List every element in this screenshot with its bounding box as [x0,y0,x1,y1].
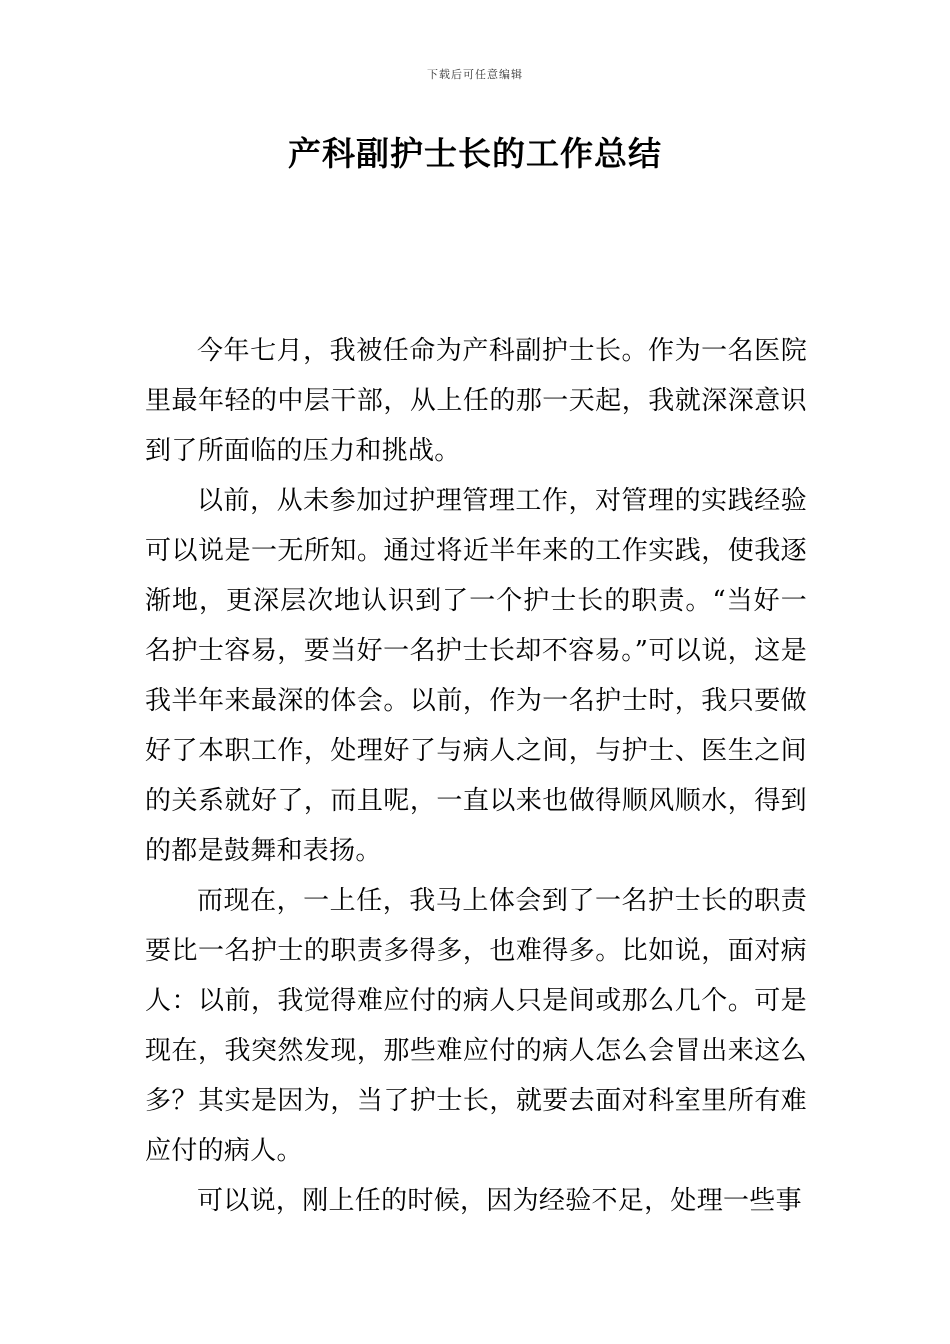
paragraph-2: 以前，从未参加过护理管理工作，对管理的实践经验可以说是一无所知。通过将近半年来的工作实践，使我逐渐地，更深层次地认识到了一个护士长的职责。“当好一名护士容易，要当好一名护士长却不容易。”可以说，这是我半年来最深的体会。以前，作为一名护士时，我只要做好了本职工作，处理好了与病人之间，与护士、医生之间的关系就好了，而且呢，一直以来也做得顺风顺水，得到的都是鼓舞和表扬。 [145,486,807,866]
document-title: 产科副护士长的工作总结 [288,134,662,173]
header-note: 下载后可任意编辑 [427,68,523,81]
document-body [145,326,807,1226]
paragraph-1: 今年七月，我被任命为产科副护士长。作为一名医院里最年轻的中层干部，从上任的那一天起，我就深深意识到了所面临的压力和挑战。 [145,336,807,466]
paragraph-3: 而现在，一上任，我马上体会到了一名护士长的职责要比一名护士的职责多得多，也难得多。比如说，面对病人：以前，我觉得难应付的病人只是间或那么几个。可是现在，我突然发现，那些难应付的病人怎么会冒出来这么多？其实是因为，当了护士长，就要去面对科室里所有难应付的病人。 [145,886,807,1166]
paragraph-4: 可以说，刚上任的时候，因为经验不足，处理一些事 [197,1186,802,1216]
